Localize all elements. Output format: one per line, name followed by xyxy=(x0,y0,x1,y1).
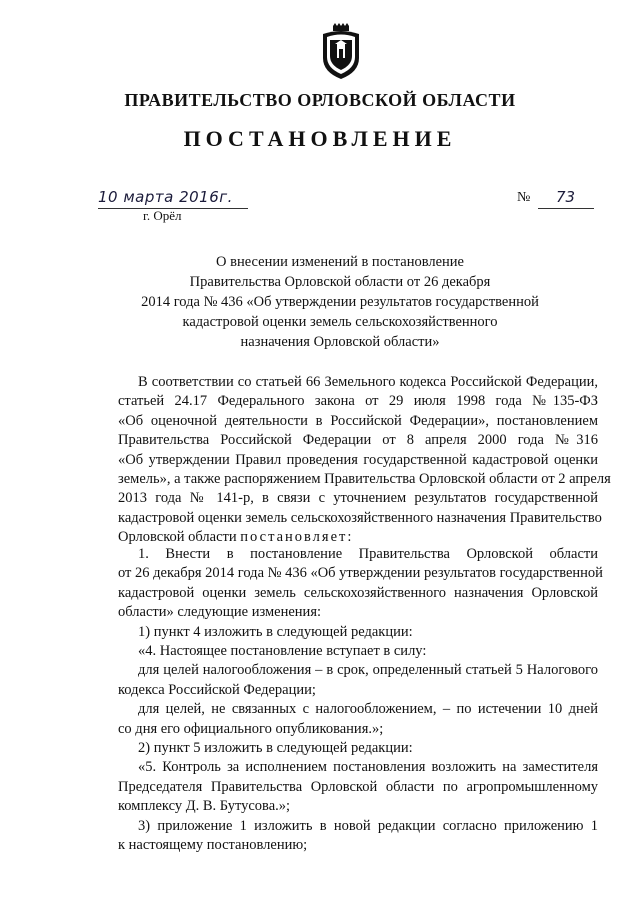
document-city: г. Орёл xyxy=(143,208,182,223)
text-line: 2) пункт 5 изложить в следующей редакции: xyxy=(138,740,413,757)
number-label: № xyxy=(517,190,531,205)
text-line: статьей 24.17 Федерального закона от 29 июля 1998 года №135-ФЗ xyxy=(118,393,598,410)
decree-items xyxy=(118,545,603,856)
text-line: от 26 декабря 2014 года № 436 «Об утверждении результатов государственной xyxy=(118,565,603,582)
text-line: Председателя Правительства Орловской области по агропромышленному xyxy=(118,778,598,795)
text-line: кадастровой оценки земель сельскохозяйственного назначения Орловской xyxy=(118,584,598,601)
title-line: назначения Орловской области» xyxy=(240,334,440,350)
text-line: «5. Контроль за исполнением постановления возложить на заместителя xyxy=(138,759,598,776)
text-line: «Об оценочной деятельности в Российской Федерации», постановлением xyxy=(118,412,598,429)
decree-keyword: постановляет: xyxy=(240,529,354,546)
text-line: 1) пункт 4 изложить в следующей редакции: xyxy=(138,623,413,640)
text-line: кодекса Российской Федерации; xyxy=(118,681,316,698)
text-line: Правительства Российской Федерации от 8 апреля 2000 года №316 xyxy=(118,432,598,449)
title-line: Правительства Орловской области от 26 декабря xyxy=(189,274,491,290)
text-line: для целей, не связанных с налогообложением, – по истечении 10 дней xyxy=(138,701,598,718)
text-line: к настоящему постановлению; xyxy=(118,837,308,854)
text-line: области» следующие изменения: xyxy=(118,604,322,621)
text-line: «Об утверждении Правил проведения государственной кадастровой оценки xyxy=(118,451,598,468)
document-type: ПОСТАНОВЛЕНИЕ xyxy=(183,126,457,151)
text-line: «4. Настоящее постановление вступает в силу: xyxy=(138,643,427,660)
text-line: кадастровой оценки земель сельскохозяйственного назначения Правительство xyxy=(118,509,602,526)
preamble-paragraph xyxy=(118,373,611,548)
text-line: 3) приложение 1 изложить в новой редакции согласно приложению 1 xyxy=(138,817,598,834)
text-line: комплексу Д. В. Бутусова.»; xyxy=(118,798,291,815)
text-fragment: Орловской области xyxy=(118,529,241,546)
title-line: 2014 года № 436 «Об утверждении результатов государственной xyxy=(141,294,539,310)
title-line: кадастровой оценки земель сельскохозяйственного xyxy=(182,314,498,330)
organization-name: ПРАВИТЕЛЬСТВО ОРЛОВСКОЙ ОБЛАСТИ xyxy=(124,90,516,110)
title-line: О внесении изменений в постановление xyxy=(216,254,464,270)
text-line: В соответствии со статьей 66 Земельного кодекса Российской Федерации, xyxy=(138,374,598,390)
coat-of-arms-icon xyxy=(319,22,363,80)
text-line: для целей налогообложения – в срок, определенный статьей 5 Налогового xyxy=(138,662,598,679)
text-line: 2013 года № 141-р, в связи с уточнением результатов государственной xyxy=(118,490,598,507)
text-line: со дня его официального опубликования.»; xyxy=(118,720,384,737)
text-line: 1. Внести в постановление Правительства Орловской области xyxy=(138,546,598,562)
document-date: 10 марта 2016г. xyxy=(98,188,248,209)
text-line: земель», а также распоряжением Правительства Орловской области от 2 апреля xyxy=(118,471,611,488)
document-title xyxy=(120,252,560,352)
document-number xyxy=(538,188,594,209)
document-number-value: 73 xyxy=(556,188,576,206)
